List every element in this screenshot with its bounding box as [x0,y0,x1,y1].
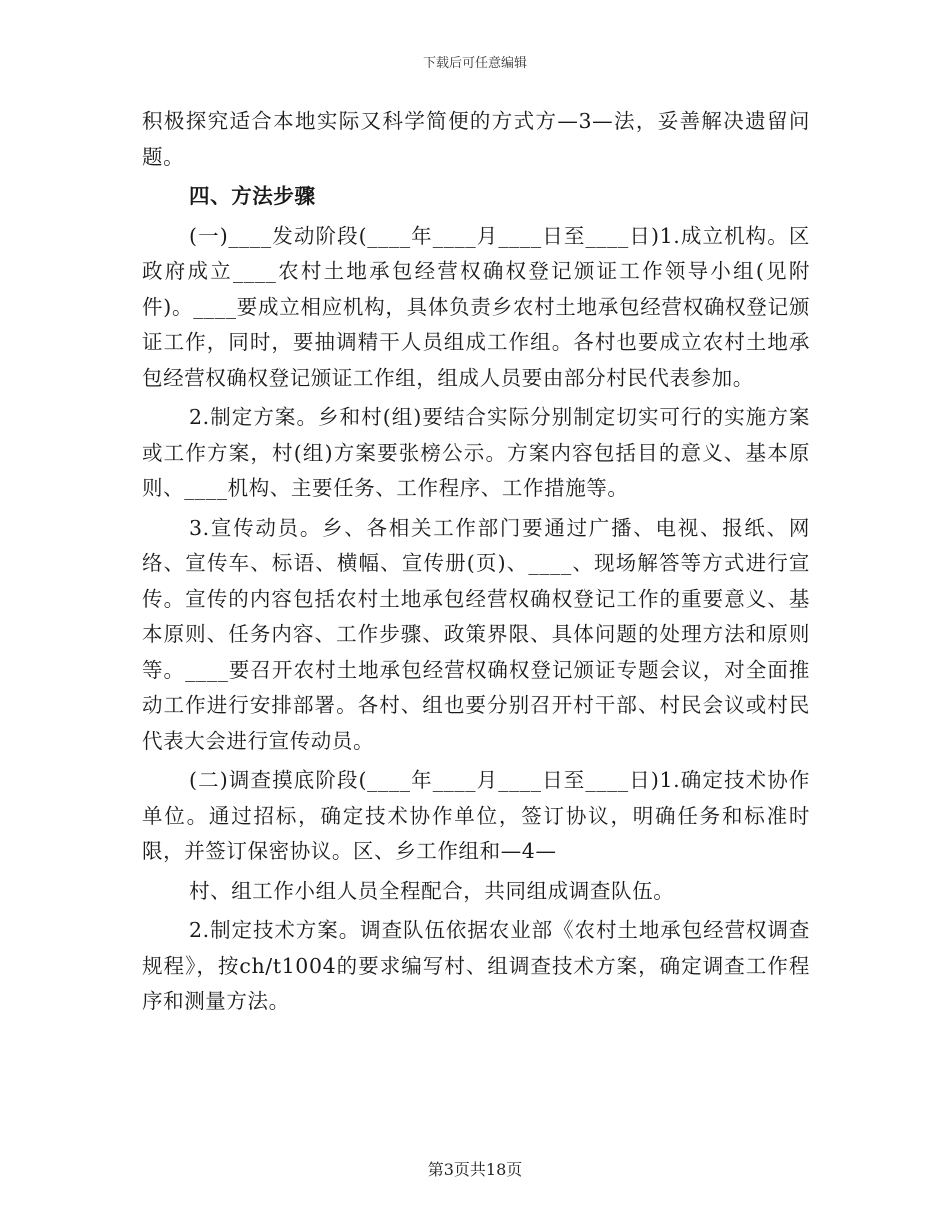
paragraph-continuation: 积极探究适合本地实际又科学简便的方式方—3—法，妥善解决遗留问题。 [142,109,810,169]
page-header: 下载后可任意编辑 [422,56,527,71]
document-body [142,104,810,1020]
paragraph-survey-stage: (二)调查摸底阶段(____年____月____日至____日)1.确定技术协作单位。通过招标，确定技术协作单位，签订协议，明确任务和标准时限，并签订保密协议。区、乡工作组和—4— [142,768,810,863]
paragraph-publicity: 3.宣传动员。乡、各相关工作部门要通过广播、电视、报纸、网络、宣传车、标语、横幅、宣传册(页)、____、现场解答等方式进行宣传。宣传的内容包括农村土地承包经营权确权登记工作的重要意义、基本原则、任务内容、工作步骤、政策界限、具体问题的处理方法和原则等。____要召开农村土地承包经营权确权登记颁证专题会议，对全面推动工作进行安排部署。各村、组也要分别召开村干部、村民会议或村民代表大会进行宣传动员。 [142,515,810,753]
paragraph-technical-plan: 2.制定技术方案。调查队伍依据农业部《农村土地承包经营权调查规程》，按ch/t1004的要求编写村、组调查技术方案，确定调查工作程序和测量方法。 [142,918,810,1013]
paragraph-survey-team: 村、组工作小组人员全程配合，共同组成调查队伍。 [189,878,675,903]
paragraph-mobilization-stage: (一)____发动阶段(____年____月____日至____日)1.成立机构。区政府成立____农村土地承包经营权确权登记颁证工作领导小组(见附件)。____要成立相应机构，具体负责乡农村土地承包经营权确权登记颁证工作，同时，要抽调精干人员组成工作组。各村也要成立农村土地承包经营权确权登记颁证工作组，组成人员要由部分村民代表参加。 [142,223,810,390]
section-heading: 四、方法步骤 [189,184,316,208]
paragraph-plan: 2.制定方案。乡和村(组)要结合实际分别制定切实可行的实施方案或工作方案，村(组)方案要张榜公示。方案内容包括目的意义、基本原则、____机构、主要任务、工作程序、工作措施等。 [142,405,810,500]
page-number: 第3页共18页 [427,1160,523,1179]
